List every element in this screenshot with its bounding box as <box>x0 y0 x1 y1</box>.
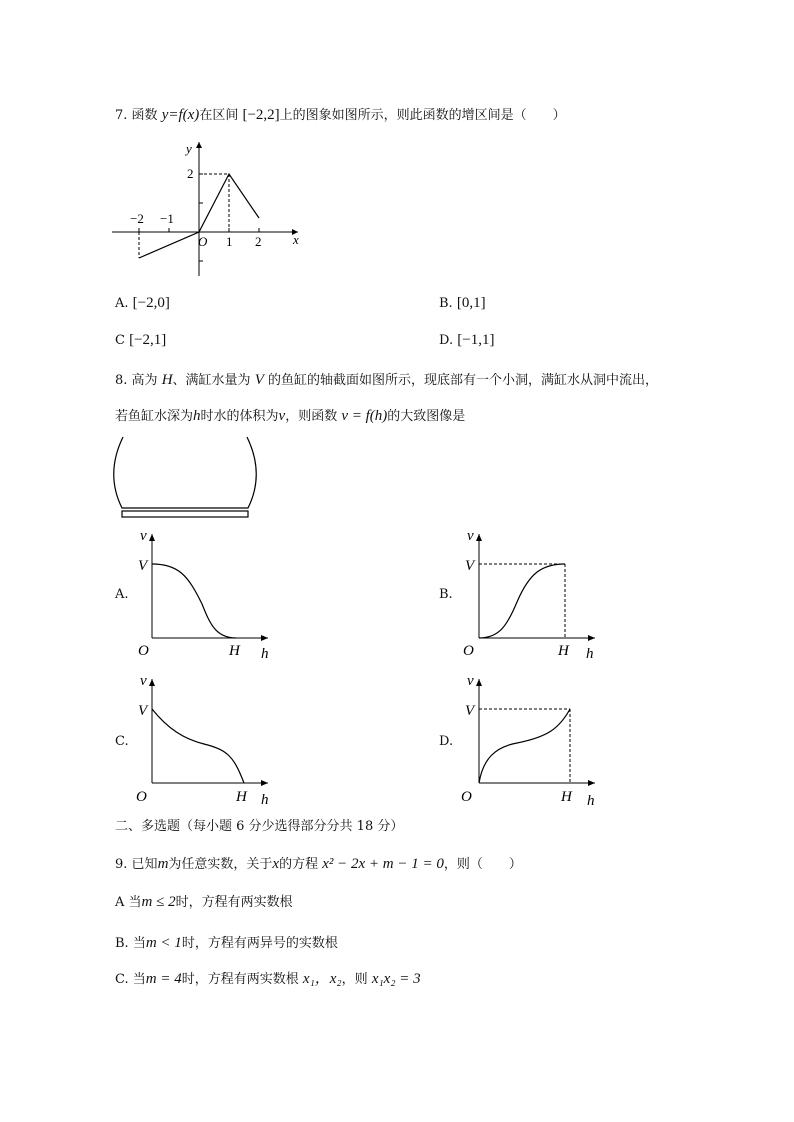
svg-text:V: V <box>465 558 475 574</box>
q9-number: 9. <box>115 857 128 872</box>
svg-text:v: v <box>467 673 474 689</box>
svg-text:V: V <box>465 703 475 719</box>
svg-text:v: v <box>140 673 147 689</box>
q7-interval: [−2,2] <box>242 107 280 123</box>
q9-option-c[interactable]: C. 当m = 4时，方程有两实数根 x₁，x₂，则 x₁x₂ = 3 <box>115 971 421 987</box>
svg-text:O: O <box>138 643 149 659</box>
q9-equation: x² − 2x + m − 1 = 0 <box>322 856 444 872</box>
q7-tick-x0: −2 <box>130 211 144 226</box>
svg-text:h: h <box>586 646 594 662</box>
svg-text:H: H <box>561 789 572 805</box>
q7-tick-x3: 2 <box>255 234 262 249</box>
q8-stem-line2: 若鱼缸水深为h时水的体积为v，则函数 v = f(h)的大致图像是 <box>115 408 466 424</box>
q8-graph-c <box>128 667 278 809</box>
q8-option-b-letter[interactable]: B. <box>439 587 453 602</box>
q7-option-c[interactable]: C [−2,1] <box>115 332 167 348</box>
q7-option-d[interactable]: D. [−1,1] <box>439 332 495 348</box>
q8-option-a-letter[interactable]: A. <box>115 587 129 602</box>
q8-number: 8. <box>115 373 128 388</box>
svg-text:v: v <box>140 528 147 544</box>
svg-text:V: V <box>138 558 148 574</box>
q8-option-c-letter[interactable]: C. <box>115 734 129 749</box>
q7-tick-x2: 1 <box>226 234 233 249</box>
q8-fish-tank-figure <box>110 432 260 524</box>
q8-graph-b <box>455 520 605 662</box>
svg-text:O: O <box>136 789 147 805</box>
svg-text:h: h <box>587 793 595 809</box>
svg-text:h: h <box>261 646 269 662</box>
q8-stem-line1: 8. 高为 H、满缸水量为 V 的鱼缸的轴截面如图所示，现底部有一个小洞，满缸水从洞中流出， <box>115 372 659 388</box>
svg-text:v: v <box>467 528 474 544</box>
svg-text:O: O <box>461 789 472 805</box>
q7-option-b[interactable]: B. [0,1] <box>439 295 486 311</box>
q7-number: 7. <box>115 108 128 123</box>
q7-graph <box>112 138 312 278</box>
q8-option-d-letter[interactable]: D. <box>439 734 454 749</box>
q7-x-label: x <box>293 232 299 247</box>
q7-stem: 7. 函数 y=f(x)在区间 [−2,2]上的图象如图所示，则此函数的增区间是（ ） <box>115 107 566 123</box>
q7-y-label: y <box>186 141 192 156</box>
q8-function: v = f(h) <box>341 408 388 424</box>
svg-text:h: h <box>261 792 269 808</box>
q9-option-a[interactable]: A 当m ≤ 2时，方程有两实数根 <box>115 894 293 910</box>
svg-text:V: V <box>138 703 148 719</box>
q8-graph-d <box>455 667 605 809</box>
q7-function: y=f(x) <box>161 107 200 123</box>
q9-option-b[interactable]: B. 当m < 1时，方程有两异号的实数根 <box>115 935 338 951</box>
svg-text:H: H <box>229 643 240 659</box>
svg-text:H: H <box>558 643 569 659</box>
q7-tick-x1: −1 <box>160 211 174 226</box>
svg-text:O: O <box>463 643 474 659</box>
q8-graph-a <box>128 520 278 662</box>
q7-tick-y2: 2 <box>187 166 194 181</box>
svg-text:H: H <box>236 789 247 805</box>
q9-stem: 9. 已知m为任意实数，关于x的方程 x² − 2x + m − 1 = 0，则（ ） <box>115 856 522 872</box>
section-multi-choice-heading: 二、多选题（每小题 6 分少选得部分分共 18 分） <box>115 819 404 834</box>
q7-option-a[interactable]: A. [−2,0] <box>115 295 170 311</box>
q7-origin: O <box>198 234 208 249</box>
